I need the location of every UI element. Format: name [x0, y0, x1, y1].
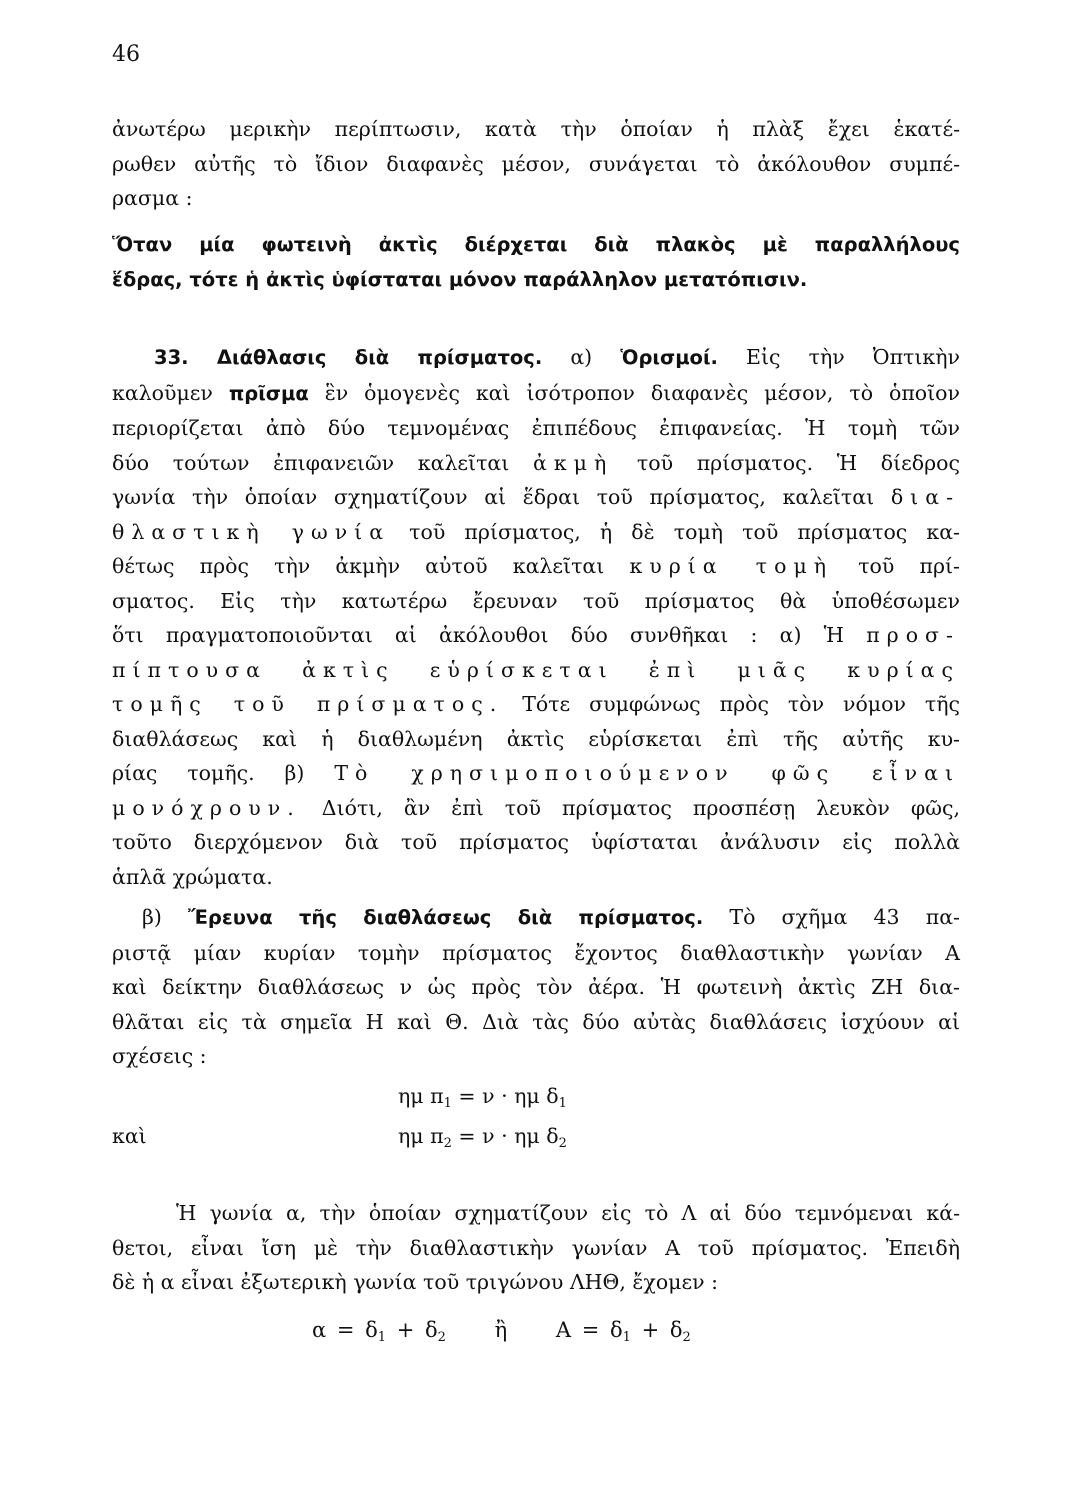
eq-subscript: 1: [443, 1096, 452, 1111]
text-fragment: Ἡ γωνία α, τὴν ὁποίαν σχηματίζουν εἰς τὸ Λ αἱ δύο τεμνόμεναι κά-: [176, 1201, 960, 1225]
eq-part: + δ: [630, 1318, 683, 1342]
text-line: [112, 791, 960, 826]
eq-part: ημ π: [398, 1124, 444, 1148]
text-line: [112, 515, 960, 550]
eq-subscript: 2: [682, 1330, 691, 1345]
term-prism: πρῖσμα: [228, 381, 309, 405]
text-line: θετοι, εἶναι ἴση μὲ τὴν διαθλαστικὴν γωνίαν Α τοῦ πρίσματος. Ἐπειδὴ: [112, 1235, 960, 1260]
text-line: ρασμα :: [112, 186, 193, 210]
text-line: διαθλάσεως καὶ ἡ διαθλωμένη ἀκτὶς εὑρίσκεται ἐπὶ τῆς αὐτῆς κυ-: [112, 726, 960, 751]
eq-or: ἢ: [494, 1318, 508, 1342]
term-light-used: Τὸ χρησιμοποιούμενον φῶς εἶναι: [334, 761, 960, 785]
text-line: [112, 446, 960, 481]
subsection-label: β): [142, 905, 162, 929]
text-fragment: ρίας τομῆς. β): [112, 761, 305, 785]
rule-line: ἕδρας, τότε ἡ ἀκτὶς ὑφίσταται μόνον παράλληλον μετατόπισιν.: [112, 267, 808, 291]
text-line: [112, 549, 960, 584]
equation-1: [112, 1084, 960, 1120]
text-line: ριστᾷ μίαν κυρίαν τομὴν πρίσματος ἔχοντος διαθλαστικὴν γωνίαν Α: [112, 940, 960, 965]
eq-part: α = δ: [312, 1318, 378, 1342]
text-fragment: καλοῦμεν: [112, 380, 213, 405]
text-fragment: δύο τούτων ἐπιφανειῶν καλεῖται: [112, 450, 510, 475]
term-refracting: δια-: [890, 485, 960, 509]
text-line: ρωθεν αὐτῆς τὸ ἴδιον διαφανὲς μέσον, συνάγεται τὸ ἀκόλουθον συμπέ-: [112, 151, 960, 176]
text-fragment: Τότε συμφώνως πρὸς τὸν νόμον τῆς: [522, 692, 960, 716]
text-line: [112, 480, 960, 515]
text-fragment: τοῦ πρί-: [858, 554, 960, 578]
text-line: [112, 756, 960, 791]
eq-subscript: 2: [443, 1136, 452, 1151]
eq-subscript: 2: [437, 1330, 446, 1345]
text-line: ἀνωτέρω μερικὴν περίπτωσιν, κατὰ τὴν ὁποίαν ἡ πλὰξ ἔχει ἑκατέ-: [112, 117, 960, 141]
text-line: [112, 687, 960, 722]
rule-statement: [112, 228, 960, 297]
section-heading: 33. Διάθλασις διὰ πρίσματος.: [154, 346, 543, 369]
subsection-title: Ὁρισμοί.: [620, 346, 718, 369]
text-line: πίπτουσα ἀκτὶς εὑρίσκεται ἐπὶ μιᾶς κυρίας: [112, 657, 960, 682]
text-line: [112, 618, 960, 653]
angle-paragraph: [112, 1196, 960, 1300]
subsection-title: Ἔρευνα τῆς διαθλάσεως διὰ πρίσματος.: [187, 906, 704, 929]
final-equation: [312, 1318, 691, 1345]
text-fragment: Εἰς τὴν Ὀπτικὴν: [746, 345, 960, 369]
term-incident: προσ-: [866, 623, 960, 647]
text-line: ἁπλᾶ χρώματα.: [112, 864, 273, 889]
intro-paragraph: [112, 112, 960, 216]
equation-2: [112, 1124, 960, 1160]
term-monochromatic: μονόχρουν.: [112, 795, 301, 820]
text-line: καὶ δείκτην διαθλάσεως ν ὡς πρὸς τὸν ἀέρα. Ἡ φωτεινὴ ἀκτὶς ΖΗ δια-: [112, 975, 960, 999]
subsection-label: α): [570, 345, 593, 369]
text-line: [112, 376, 960, 412]
equation-2-expr: [398, 1124, 567, 1151]
text-line: περιορίζεται ἀπὸ δύο τεμνομένας ἐπιπέδους ἐπιφανείας. Ἡ τομὴ τῶν: [112, 416, 960, 440]
text-line: δὲ ἡ α εἶναι ἐξωτερικὴ γωνία τοῦ τριγώνου ΛΗΘ, ἔχομεν :: [112, 1270, 718, 1294]
eq-subscript: 2: [558, 1136, 567, 1151]
text-fragment: ἓν ὁμογενὲς καὶ ἰσότροπον διαφανὲς μέσον, τὸ ὁποῖον: [324, 380, 960, 405]
text-line: θλᾶται εἰς τὰ σημεῖα Η καὶ Θ. Διὰ τὰς δύο αὐτὰς διαθλάσεις ἰσχύουν αἱ: [112, 1009, 960, 1034]
text-line: τοῦτο διερχόμενον διὰ τοῦ πρίσματος ὑφίσταται ἀνάλυσιν εἰς πολλὰ: [112, 830, 960, 854]
eq-part: ημ π: [398, 1084, 444, 1108]
term-edge: ἀκμὴ: [532, 450, 614, 475]
text-line: [112, 340, 960, 376]
eq-part: Α = δ: [555, 1318, 623, 1342]
text-fragment: γωνία τὴν ὁποίαν σχηματίζουν αἱ ἕδραι τοῦ πρίσματος, καλεῖται: [112, 485, 875, 509]
section-beta: [112, 900, 960, 1074]
equation-2-label: καὶ: [112, 1124, 147, 1148]
text-line: [112, 900, 960, 936]
eq-subscript: 1: [622, 1330, 631, 1345]
equation-1-expr: [398, 1084, 567, 1111]
eq-subscript: 1: [558, 1096, 567, 1111]
eq-subscript: 1: [377, 1330, 387, 1345]
text-fragment: ὅτι πραγματοποιοῦνται αἱ ἀκόλουθοι δύο συνθῆκαι : α) Ἡ: [112, 623, 844, 647]
eq-part: = ν · ημ δ: [451, 1124, 559, 1148]
page-number: 46: [112, 42, 140, 67]
text-fragment: Τὸ σχῆμα 43 πα-: [729, 905, 960, 929]
term-section: τομῆς τοῦ πρίσματος.: [112, 692, 504, 716]
text-fragment: θέτως πρὸς τὴν ἀκμὴν αὐτοῦ καλεῖται: [112, 554, 605, 578]
text-line: [112, 1196, 960, 1231]
rule-line: Ὅταν μία φωτεινὴ ἀκτὶς διέρχεται διὰ πλακὸς μὲ παραλλήλους: [112, 233, 960, 256]
term-refracting-angle: θλαστικὴ γωνία: [112, 519, 391, 544]
eq-part: + δ: [386, 1318, 438, 1342]
text-fragment: Διότι, ἂν ἐπὶ τοῦ πρίσματος προσπέσῃ λευκὸν φῶς,: [321, 795, 960, 820]
text-line: σματος. Εἰς τὴν κατωτέρω ἔρευναν τοῦ πρίσματος θὰ ὑποθέσωμεν: [112, 588, 960, 613]
text-fragment: τοῦ πρίσματος. Ἡ δίεδρος: [636, 450, 960, 475]
term-principal-section: κυρία τομὴ: [629, 554, 834, 578]
section-33: [112, 340, 960, 894]
text-line: σχέσεις :: [112, 1044, 207, 1068]
eq-part: = ν · ημ δ: [451, 1084, 559, 1108]
text-fragment: τοῦ πρίσματος, ἡ δὲ τομὴ τοῦ πρίσματος κα-: [409, 519, 960, 544]
